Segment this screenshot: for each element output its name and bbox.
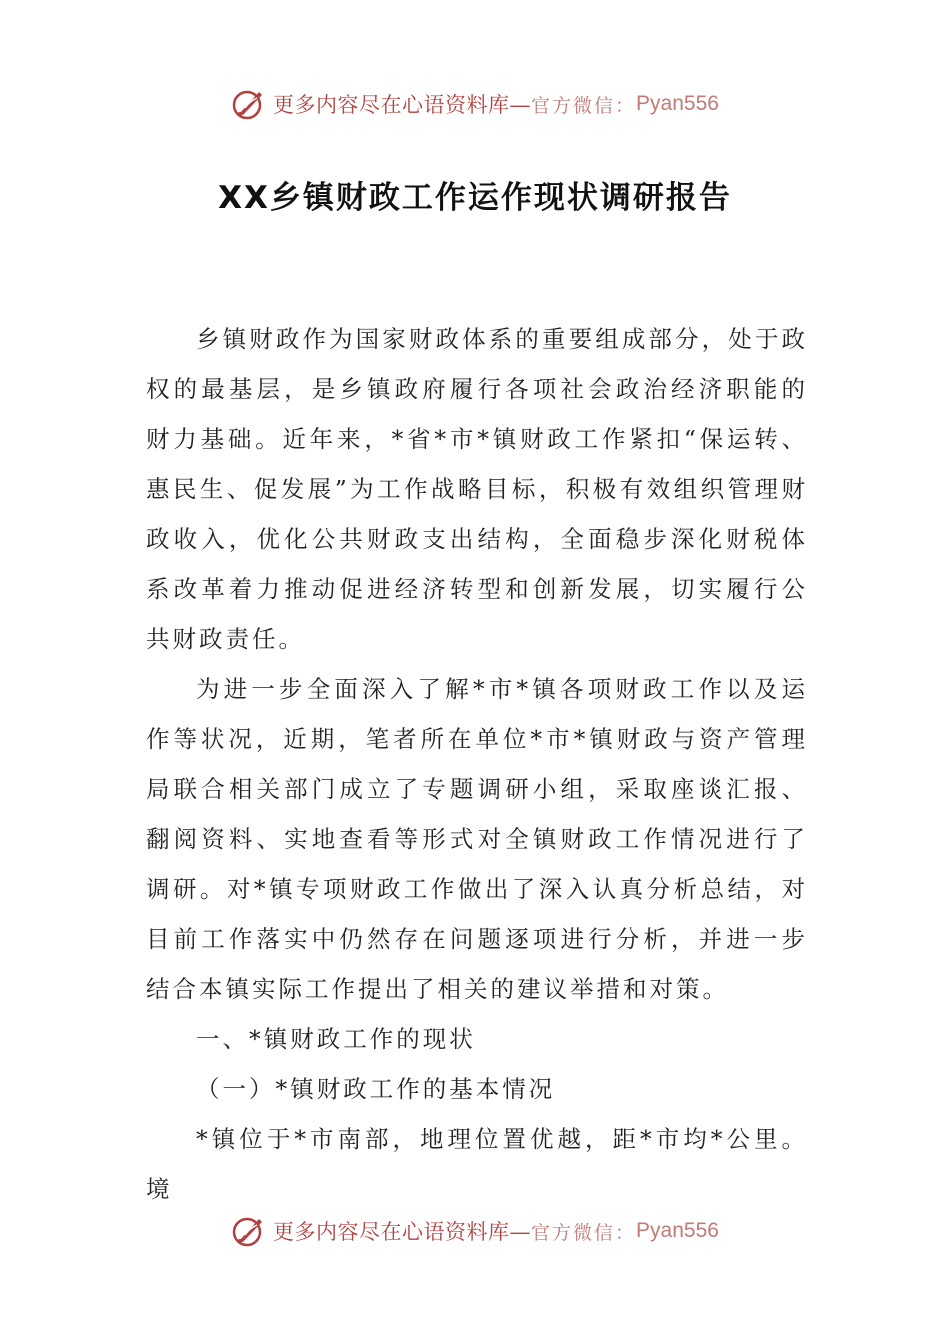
subsection-heading: （一）*镇财政工作的基本情况: [196, 1075, 556, 1103]
paragraph-3: *镇位于*市南部，地理位置优越，距*市均*公里。境: [146, 1125, 808, 1203]
document-title: XX乡镇财政工作运作现状调研报告: [218, 180, 732, 216]
paragraph-2: 为进一步全面深入了解*市*镇各项财政工作以及运作等状况，近期，笔者所在单位*市*镇财政与资产管理局联合相关部门成立了专题调研小组，采取座谈汇报、翻阅资料、实地查看等形式对全镇财政工作情况进行了调研。对*镇专项财政工作做出了深入认真分析总结，对目前工作落实中仍然存在问题逐项进行分析，并进一步结合本镇实际工作提出了相关的建议举措和对策。: [146, 675, 808, 1003]
quill-logo-icon: [231, 86, 267, 122]
document-body: [146, 314, 808, 1214]
quill-logo-icon: [231, 1213, 267, 1249]
footer-banner: [0, 1211, 950, 1251]
banner-text: 更多内容尽在心语资料库—: [273, 1220, 532, 1244]
header-banner: [0, 84, 950, 124]
banner-wechat-label: 官方微信：: [531, 1221, 637, 1244]
banner-text: 更多内容尽在心语资料库—: [273, 93, 532, 117]
paragraph-1: 乡镇财政作为国家财政体系的重要组成部分，处于政权的最基层，是乡镇政府履行各项社会政治经济职能的财力基础。近年来，*省*市*镇财政工作紧扣“保运转、惠民生、促发展”为工作战略目标，积极有效组织管理财政收入，优化公共财政支出结构，全面稳步深化财税体系改革着力推动促进经济转型和创新发展，切实履行公共财政责任。: [146, 325, 808, 653]
banner-wechat-label: 官方微信：: [531, 94, 637, 117]
banner-wechat-id: Pyan556: [636, 1219, 719, 1242]
banner-wechat-id: Pyan556: [636, 92, 719, 115]
section-heading: 一、*镇财政工作的现状: [196, 1025, 476, 1053]
